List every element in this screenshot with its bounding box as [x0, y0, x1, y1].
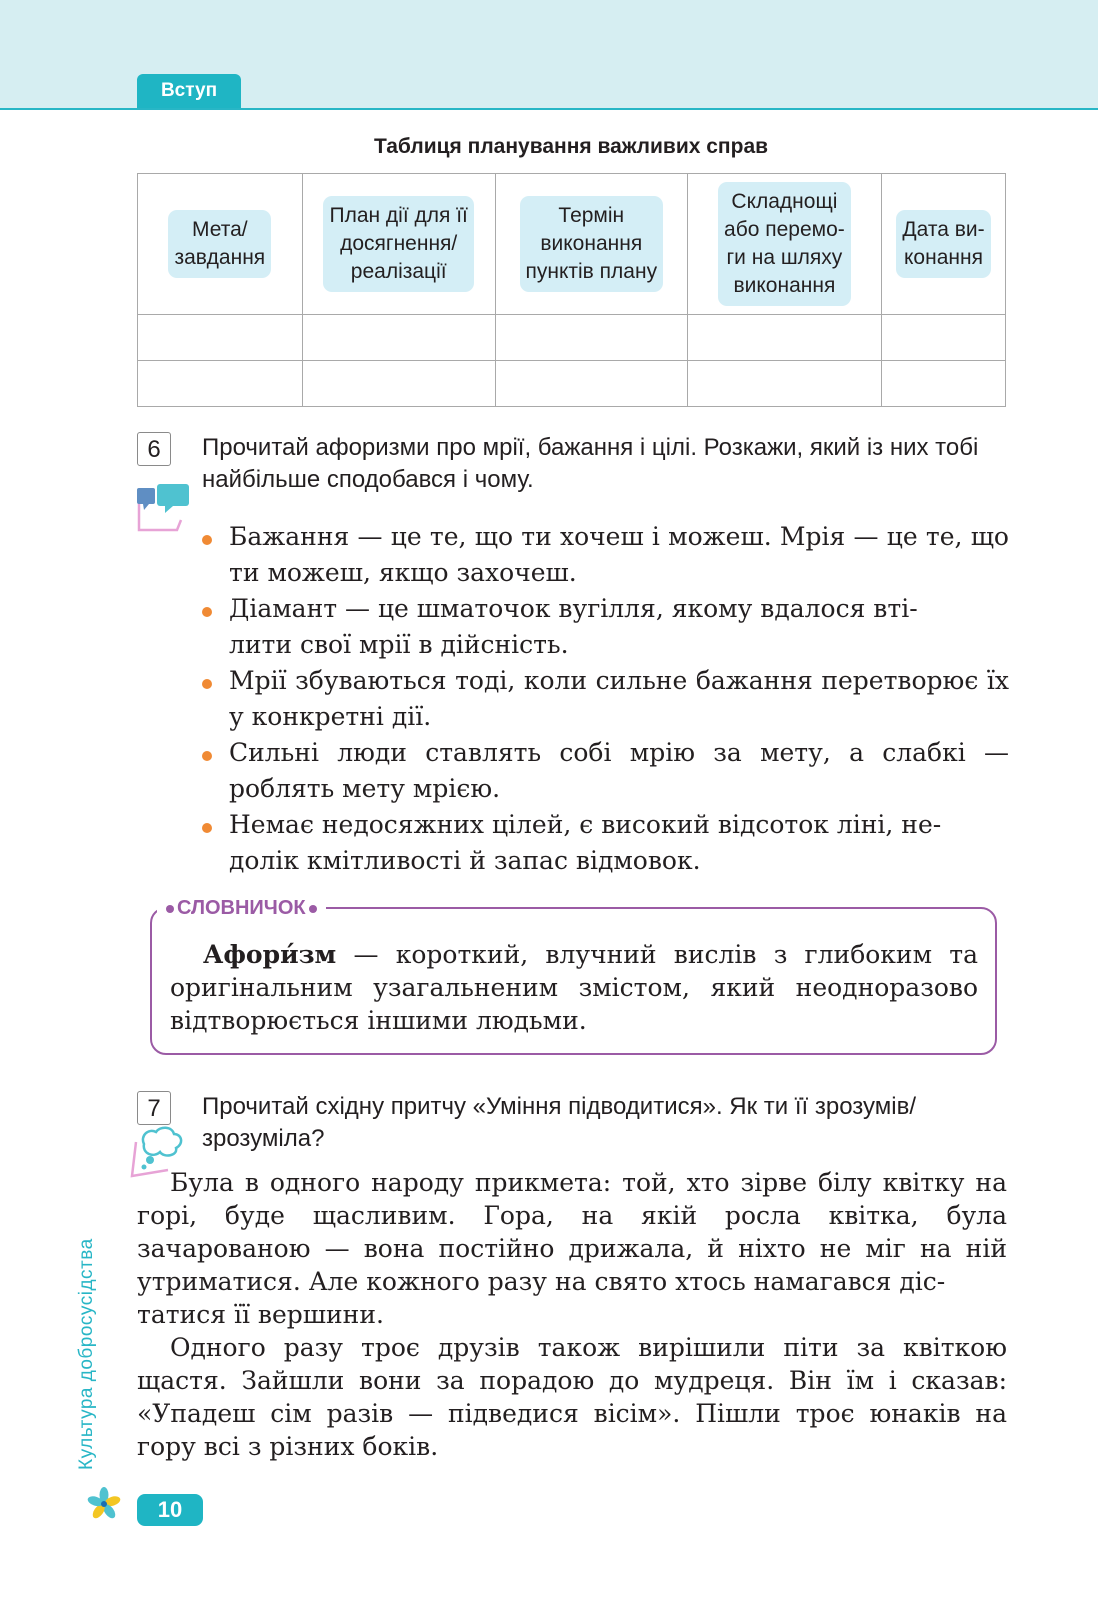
list-item — [199, 591, 1009, 663]
parable-text — [137, 1166, 1007, 1463]
column-plan: План дії для її досягнення/ реалізації — [323, 196, 473, 292]
table-header-cell — [495, 174, 687, 315]
task-7-text: Прочитай східну притчу «Уміння підводитися». Як ти її зрозумів/зрозуміла? — [202, 1093, 916, 1152]
dictionary-term: Афори́зм — [203, 940, 337, 969]
table-cell[interactable] — [881, 315, 1005, 361]
aphorism-list — [199, 519, 1009, 879]
aphorism-text: Діамант — це шматочок вугілля, якому вдалося вті- лити свої мрії в дійсність. — [229, 594, 918, 659]
column-difficulties: Складнощі або перемо- ги на шляху виконання — [718, 182, 851, 306]
parable-paragraph: Одного разу троє друзів також вирішили піти за квіткою щастя. Зайшли вони за порадою до мудреця. Він їм і сказав: «Упадеш сім разів — підведися вісім». Пішли троє юнаків на гору всі з різних боків. — [137, 1333, 1007, 1461]
table-row — [138, 361, 1006, 407]
table-cell[interactable] — [495, 315, 687, 361]
task-6-number: 6 — [137, 432, 171, 466]
dot-icon — [309, 905, 317, 913]
aphorism-text: Бажання — це те, що ти хочеш і можеш. Мрія — це те, що ти можеш, якщо захочеш. — [229, 522, 1009, 587]
bullet-icon — [202, 823, 212, 833]
list-item — [199, 663, 1009, 735]
task-6-text: Прочитай афоризми про мрії, бажання і цілі. Розкажи, який із них тобі найбільше сподобався і чому. — [202, 434, 979, 493]
dictionary-definition-text: — короткий, влучний вислів з глибоким та оригінальним узагальненим змістом, який неодноразово відтворюється іншими людьми. — [170, 940, 978, 1035]
aphorism-text: Сильні люди ставлять собі мрію за мету, а слабкі — роблять мету мрією. — [229, 738, 1009, 803]
column-deadline: Термін виконання пунктів плану — [520, 196, 664, 292]
page-number: 10 — [137, 1494, 203, 1526]
dot-icon — [166, 905, 174, 913]
table-cell[interactable] — [302, 315, 495, 361]
table-cell[interactable] — [881, 361, 1005, 407]
aphorism-text: Немає недосяжних цілей, є високий відсоток ліні, не- долік кмітливості й запас відмовок. — [229, 810, 942, 875]
table-cell[interactable] — [687, 315, 881, 361]
table-row — [138, 315, 1006, 361]
series-label: Культура добросусідства — [76, 1238, 97, 1470]
table-cell[interactable] — [302, 361, 495, 407]
parable-paragraph: Була в одного народу прикмета: той, хто зірве білу квітку на горі, буде щасливим. Гора, на якій росла квітка, була зачарованою — вона постійно дрижала, й ніхто не міг на ній утриматися. Але кожного разу на свято хтось намагався діс- татися її вершини. — [137, 1168, 1007, 1329]
table-header-cell — [138, 174, 303, 315]
bullet-icon — [202, 679, 212, 689]
table-cell[interactable] — [687, 361, 881, 407]
discussion-icon — [135, 480, 193, 534]
table-title: Таблиця планування важливих справ — [373, 135, 769, 158]
table-header-cell — [687, 174, 881, 315]
table-cell[interactable] — [138, 361, 303, 407]
column-goal: Мета/ завдання — [168, 210, 271, 278]
dictionary-label-text: СЛОВНИЧОК — [177, 897, 306, 919]
list-item — [199, 807, 1009, 879]
bullet-icon — [202, 607, 212, 617]
task-7-number: 7 — [137, 1091, 171, 1125]
list-item — [199, 735, 1009, 807]
aphorism-text: Мрії збуваються тоді, коли сильне бажання перетворює їх у конкретні дії. — [229, 666, 1009, 731]
bullet-icon — [202, 751, 212, 761]
dictionary-definition — [170, 938, 978, 1037]
bullet-icon — [202, 535, 212, 545]
table-header-cell — [881, 174, 1005, 315]
dictionary-label — [157, 896, 326, 920]
table-cell[interactable] — [495, 361, 687, 407]
table-header-cell — [302, 174, 495, 315]
list-item — [199, 519, 1009, 591]
column-date: Дата ви- конання — [896, 210, 990, 278]
table-header-row — [138, 174, 1006, 315]
flower-logo-icon — [87, 1487, 121, 1521]
table-cell[interactable] — [138, 315, 303, 361]
planning-table — [137, 173, 1006, 407]
section-tab[interactable]: Вступ — [137, 74, 241, 108]
